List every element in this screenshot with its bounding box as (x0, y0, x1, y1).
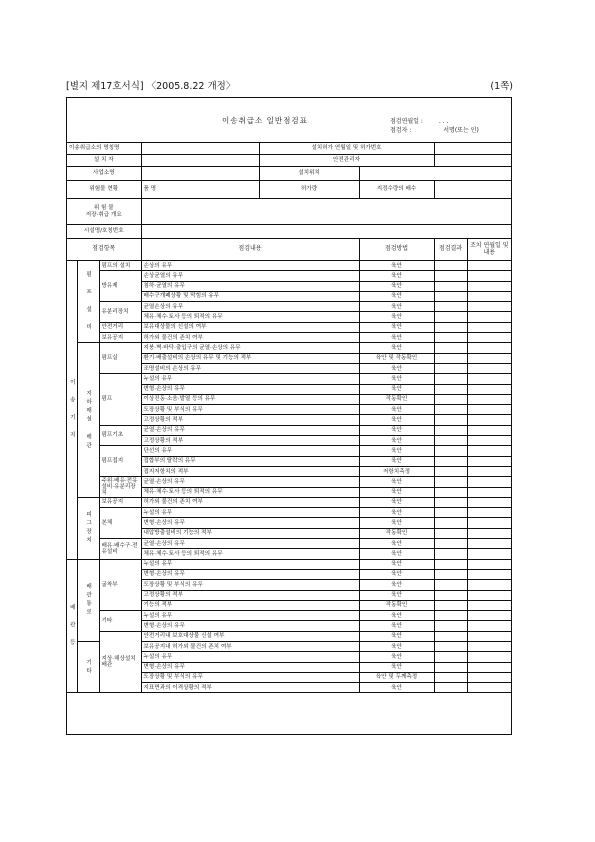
inspection-row (67, 446, 511, 456)
col-header-item: 점검항목 (67, 239, 141, 261)
content-cell: 누설의 유무 (141, 611, 359, 621)
product-cell[interactable] (141, 181, 259, 199)
method-cell: 육안 (359, 291, 434, 301)
content-cell: 체유·체수·토사 등의 퇴적의 유무 (141, 487, 359, 497)
content-cell: 고정상황의 적부 (141, 590, 359, 600)
inspection-row (67, 539, 511, 549)
content-cell: 누설의 유무 (141, 508, 359, 518)
inspection-form (66, 97, 512, 735)
content-cell: 허가외 물건의 존치 여부 (141, 497, 359, 507)
content-cell: 기능의 적부 (141, 600, 359, 610)
action-cell[interactable] (467, 621, 511, 631)
method-cell: 육안 (359, 302, 434, 312)
content-cell: 지붕·벽·바닥·출입구의 균열·손상의 유무 (141, 343, 359, 353)
content-cell: 체유·체수·토사 등의 퇴적의 유무 (141, 312, 359, 322)
method-cell: 육안 (359, 271, 434, 281)
method-cell: 육안 (359, 333, 434, 343)
action-cell[interactable] (467, 662, 511, 672)
content-cell: 접지저항치의 적부 (141, 466, 359, 476)
result-cell[interactable] (434, 353, 467, 363)
result-cell[interactable] (434, 271, 467, 281)
result-cell[interactable] (434, 683, 467, 693)
item-cell: 보유공지 (99, 497, 141, 507)
inspection-row (67, 343, 511, 353)
content-cell: 허가외 물건의 존치 여부 (141, 333, 359, 343)
action-cell[interactable] (467, 312, 511, 322)
subgroup-label: 배관통로 (77, 559, 99, 641)
content-cell: 균열손상의 유무 (141, 302, 359, 312)
action-cell[interactable] (467, 333, 511, 343)
method-cell: 육안 (359, 415, 434, 425)
inspection-row (67, 611, 511, 621)
content-cell: 도장상황 및 부식의 유무 (141, 672, 359, 682)
result-cell[interactable] (434, 600, 467, 610)
result-cell[interactable] (434, 528, 467, 538)
action-cell[interactable] (467, 672, 511, 682)
result-cell[interactable] (434, 559, 467, 569)
safety-manager-field[interactable] (434, 155, 511, 167)
hazard-label: 위험물 현황 (67, 181, 141, 199)
inspection-rows (67, 261, 511, 693)
inspection-row (67, 374, 511, 384)
office-label: 사업소명 (67, 167, 141, 181)
result-cell[interactable] (434, 477, 467, 487)
result-cell[interactable] (434, 641, 467, 651)
action-cell[interactable] (467, 384, 511, 394)
method-cell: 육안 (359, 436, 434, 446)
method-cell: 작동확인 (359, 600, 434, 610)
result-cell[interactable] (434, 518, 467, 528)
action-cell[interactable] (467, 363, 511, 373)
col-header-method: 점검방법 (359, 239, 434, 261)
item-cell: 지상·해상설치배관 (99, 631, 141, 693)
content-cell: 변형·손상의 유무 (141, 621, 359, 631)
method-cell: 육안 (359, 405, 434, 415)
subgroup-label: 기타 (77, 641, 99, 692)
result-cell[interactable] (434, 415, 467, 425)
facility-name-field[interactable] (141, 143, 259, 155)
result-cell[interactable] (434, 394, 467, 404)
item-cell: 본체 (99, 508, 141, 539)
amount-label: 허가량 (259, 181, 359, 199)
action-cell[interactable] (467, 446, 511, 456)
method-cell: 육안 (359, 549, 434, 559)
inspection-row (67, 261, 511, 271)
action-cell[interactable] (467, 518, 511, 528)
form-number: [별지 제17호서식] 〈2005.8.22 개정〉 (66, 81, 236, 92)
result-cell[interactable] (434, 652, 467, 662)
result-cell[interactable] (434, 374, 467, 384)
result-cell[interactable] (434, 436, 467, 446)
method-cell: 육안 (359, 569, 434, 579)
method-cell: 작동확인 (359, 394, 434, 404)
action-cell[interactable] (467, 353, 511, 363)
result-cell[interactable] (434, 621, 467, 631)
result-cell[interactable] (434, 343, 467, 353)
facility-name-label: 이송취급소의 명칭명 (67, 143, 141, 155)
action-cell[interactable] (467, 683, 511, 693)
content-cell: 침하·균열의 유무 (141, 281, 359, 291)
content-cell: 손상균열의 유무 (141, 271, 359, 281)
method-cell: 육안 (359, 312, 434, 322)
content-cell: 변형·손상의 유무 (141, 662, 359, 672)
action-cell[interactable] (467, 580, 511, 590)
action-cell[interactable] (467, 281, 511, 291)
col-header-action: 조치 연월일 및 내용 (467, 239, 511, 261)
method-cell: 육안 (359, 518, 434, 528)
method-cell: 육안 (359, 446, 434, 456)
content-cell: 이상진동·소음·발열 등의 유무 (141, 394, 359, 404)
result-cell[interactable] (434, 261, 467, 271)
action-cell[interactable] (467, 611, 511, 621)
content-cell: 변형·손상의 유무 (141, 518, 359, 528)
item-cell: 펌프접지 (99, 446, 141, 477)
method-cell: 육안 (359, 662, 434, 672)
result-cell[interactable] (434, 405, 467, 415)
result-cell[interactable] (434, 539, 467, 549)
facility-label: 시설명/호칭번호 (67, 225, 141, 239)
content-cell: 균열·손상의 유무 (141, 425, 359, 435)
result-cell[interactable] (434, 611, 467, 621)
content-cell: 접합부의 탈락의 유무 (141, 456, 359, 466)
method-cell: 저항치측정 (359, 466, 434, 476)
group-label: 배 관 등 (67, 559, 77, 693)
action-cell[interactable] (467, 405, 511, 415)
overview-label-line-1: 위 험 물 (93, 205, 114, 212)
result-cell[interactable] (434, 425, 467, 435)
subgroup-label: 지하매설 배관 (77, 343, 99, 497)
group-label: 이 송 기 지 (67, 261, 77, 560)
method-cell: 육안 (359, 487, 434, 497)
installer-label: 설 치 자 (67, 155, 141, 167)
method-cell: 육안 (359, 641, 434, 651)
multiple-label: 지정수량의 배수 (359, 181, 434, 199)
action-cell[interactable] (467, 291, 511, 301)
date-label: 점검연월일 : (390, 118, 423, 125)
subgroup-label: 펌 프 설 비 (77, 261, 99, 343)
item-cell: 펌프의 설치 (99, 261, 141, 271)
office-field[interactable] (141, 167, 259, 181)
item-cell: 굴착부 (99, 559, 141, 610)
form-table (67, 98, 511, 693)
content-cell: 보유대상물의 신설의 여부 (141, 322, 359, 332)
facility-field[interactable] (141, 225, 511, 239)
method-cell: 육안 (359, 374, 434, 384)
action-cell[interactable] (467, 374, 511, 384)
result-cell[interactable] (434, 590, 467, 600)
content-cell: 고정상황의 적부 (141, 436, 359, 446)
action-cell[interactable] (467, 271, 511, 281)
inspector-value[interactable]: 서명(또는 인) (443, 127, 479, 134)
action-cell[interactable] (467, 631, 511, 641)
col-header-content: 점검내용 (141, 239, 359, 261)
action-cell[interactable] (467, 394, 511, 404)
action-cell[interactable] (467, 436, 511, 446)
method-cell: 육안 (359, 384, 434, 394)
content-cell: 누설의 유무 (141, 652, 359, 662)
result-cell[interactable] (434, 580, 467, 590)
action-cell[interactable] (467, 508, 511, 518)
result-cell[interactable] (434, 466, 467, 476)
method-cell: 육안 (359, 508, 434, 518)
content-cell: 안전거리내 보호대상물 신설 여부 (141, 631, 359, 641)
method-cell: 육안 및 작동확인 (359, 353, 434, 363)
inspection-row (67, 271, 511, 281)
content-cell: 환기·배출설비의 손상의 유무 및 기능의 적부 (141, 353, 359, 363)
result-cell[interactable] (434, 456, 467, 466)
method-cell: 육안 (359, 559, 434, 569)
method-cell: 육안 (359, 590, 434, 600)
content-cell: 변형·손상의 유무 (141, 569, 359, 579)
action-cell[interactable] (467, 456, 511, 466)
content-cell: 지표면과의 이격상황의 적부 (141, 683, 359, 693)
content-cell: 단선의 유무 (141, 446, 359, 456)
action-cell[interactable] (467, 343, 511, 353)
content-cell: 도장상황 및 부식의 유무 (141, 405, 359, 415)
result-cell[interactable] (434, 508, 467, 518)
result-cell[interactable] (434, 333, 467, 343)
result-cell[interactable] (434, 631, 467, 641)
result-cell[interactable] (434, 446, 467, 456)
content-cell: 균열·손상의 유무 (141, 539, 359, 549)
result-cell[interactable] (434, 322, 467, 332)
inspection-row (67, 497, 511, 507)
item-cell: 배유·배수구·전유설비 (99, 539, 141, 560)
result-cell[interactable] (434, 302, 467, 312)
page-number: (1쪽) (490, 81, 513, 92)
item-cell: 펌프기초 (99, 425, 141, 446)
method-cell: 육안 (359, 281, 434, 291)
safety-manager-label: 안전관리자 (259, 155, 434, 167)
inspection-row (67, 559, 511, 569)
form-title: 이송취급소 일반점검표 (222, 116, 308, 125)
method-cell: 육안 (359, 497, 434, 507)
method-cell: 육안 및 두께측정 (359, 672, 434, 682)
multiple-field[interactable] (434, 181, 511, 199)
result-cell[interactable] (434, 569, 467, 579)
overview-label (67, 199, 141, 225)
result-cell[interactable] (434, 291, 467, 301)
method-cell: 육안 (359, 539, 434, 549)
meta-block (390, 117, 479, 135)
content-cell: 변형·손상의 유무 (141, 384, 359, 394)
inspection-row (67, 631, 511, 641)
content-cell: 내압방출설비의 기능의 적부 (141, 528, 359, 538)
method-cell: 육안 (359, 261, 434, 271)
permit-label: 설치허가 연월일 및 허가번호 (259, 143, 434, 155)
item-cell: 안전거리 (99, 322, 141, 332)
method-cell: 육안 (359, 683, 434, 693)
result-cell[interactable] (434, 487, 467, 497)
action-cell[interactable] (467, 302, 511, 312)
content-cell: 균열·손상의 유무 (141, 477, 359, 487)
date-value[interactable]: . . . (438, 118, 449, 125)
action-cell[interactable] (467, 641, 511, 651)
action-cell[interactable] (467, 569, 511, 579)
action-cell[interactable] (467, 466, 511, 476)
location-label: 설치위치 (259, 167, 359, 181)
inspection-row (67, 333, 511, 343)
overview-label-line-2: 저장·취급 개요 (85, 211, 122, 218)
method-cell: 육안 (359, 363, 434, 373)
action-cell[interactable] (467, 539, 511, 549)
item-cell: 펌프실 (99, 343, 141, 374)
product-label: 품 명 (143, 186, 157, 193)
action-cell[interactable] (467, 652, 511, 662)
action-cell[interactable] (467, 559, 511, 569)
content-cell: 고정상황의 적부 (141, 415, 359, 425)
item-cell: 유분리장치 (99, 302, 141, 323)
permit-field[interactable] (434, 143, 511, 155)
method-cell: 육안 (359, 652, 434, 662)
method-cell: 육안 (359, 477, 434, 487)
content-cell: 배수구개폐상황 및 막힘의 유무 (141, 291, 359, 301)
action-cell[interactable] (467, 549, 511, 559)
action-cell[interactable] (467, 415, 511, 425)
inspection-row (67, 322, 511, 332)
item-cell: 펌프 (99, 374, 141, 425)
action-cell[interactable] (467, 487, 511, 497)
col-header-result: 점검결과 (434, 239, 467, 261)
method-cell: 육안 (359, 611, 434, 621)
content-cell: 누설의 유무 (141, 374, 359, 384)
result-cell[interactable] (434, 549, 467, 559)
method-cell: 육안 (359, 621, 434, 631)
installer-field[interactable] (141, 155, 259, 167)
location-field[interactable] (359, 167, 511, 181)
action-cell[interactable] (467, 322, 511, 332)
inspection-row (67, 302, 511, 312)
result-cell[interactable] (434, 281, 467, 291)
method-cell: 육안 (359, 456, 434, 466)
action-cell[interactable] (467, 528, 511, 538)
action-cell[interactable] (467, 600, 511, 610)
inspector-label: 점검자 : (390, 127, 412, 134)
overview-field[interactable] (141, 199, 511, 225)
action-cell[interactable] (467, 497, 511, 507)
action-cell[interactable] (467, 425, 511, 435)
inspection-row (67, 477, 511, 487)
content-cell: 보유공지내 허가외 물건의 존치 여부 (141, 641, 359, 651)
result-cell[interactable] (434, 662, 467, 672)
item-cell: 기타 (99, 611, 141, 632)
method-cell: 육안 (359, 322, 434, 332)
action-cell[interactable] (467, 477, 511, 487)
method-cell: 육안 (359, 425, 434, 435)
method-cell: 작동확인 (359, 528, 434, 538)
method-cell: 육안 (359, 631, 434, 641)
action-cell[interactable] (467, 590, 511, 600)
content-cell: 손상의 유무 (141, 261, 359, 271)
action-cell[interactable] (467, 261, 511, 271)
content-cell: 누설의 유무 (141, 559, 359, 569)
item-cell: 보유공지 (99, 333, 141, 343)
method-cell: 육안 (359, 343, 434, 353)
method-cell: 육안 (359, 580, 434, 590)
result-cell[interactable] (434, 363, 467, 373)
content-cell: 조명설비의 손상의 유무 (141, 363, 359, 373)
result-cell[interactable] (434, 384, 467, 394)
item-cell: 방유제 (99, 271, 141, 302)
result-cell[interactable] (434, 312, 467, 322)
content-cell: 체유·체수·토사 등의 퇴적의 유무 (141, 549, 359, 559)
result-cell[interactable] (434, 672, 467, 682)
subgroup-label: 피그장치 (77, 497, 99, 559)
result-cell[interactable] (434, 497, 467, 507)
content-cell: 도장상황 및 부식의 유무 (141, 580, 359, 590)
item-cell: 주위·배유·전유설비·유분리장치 (99, 477, 141, 498)
inspection-row (67, 425, 511, 435)
inspection-row (67, 508, 511, 518)
